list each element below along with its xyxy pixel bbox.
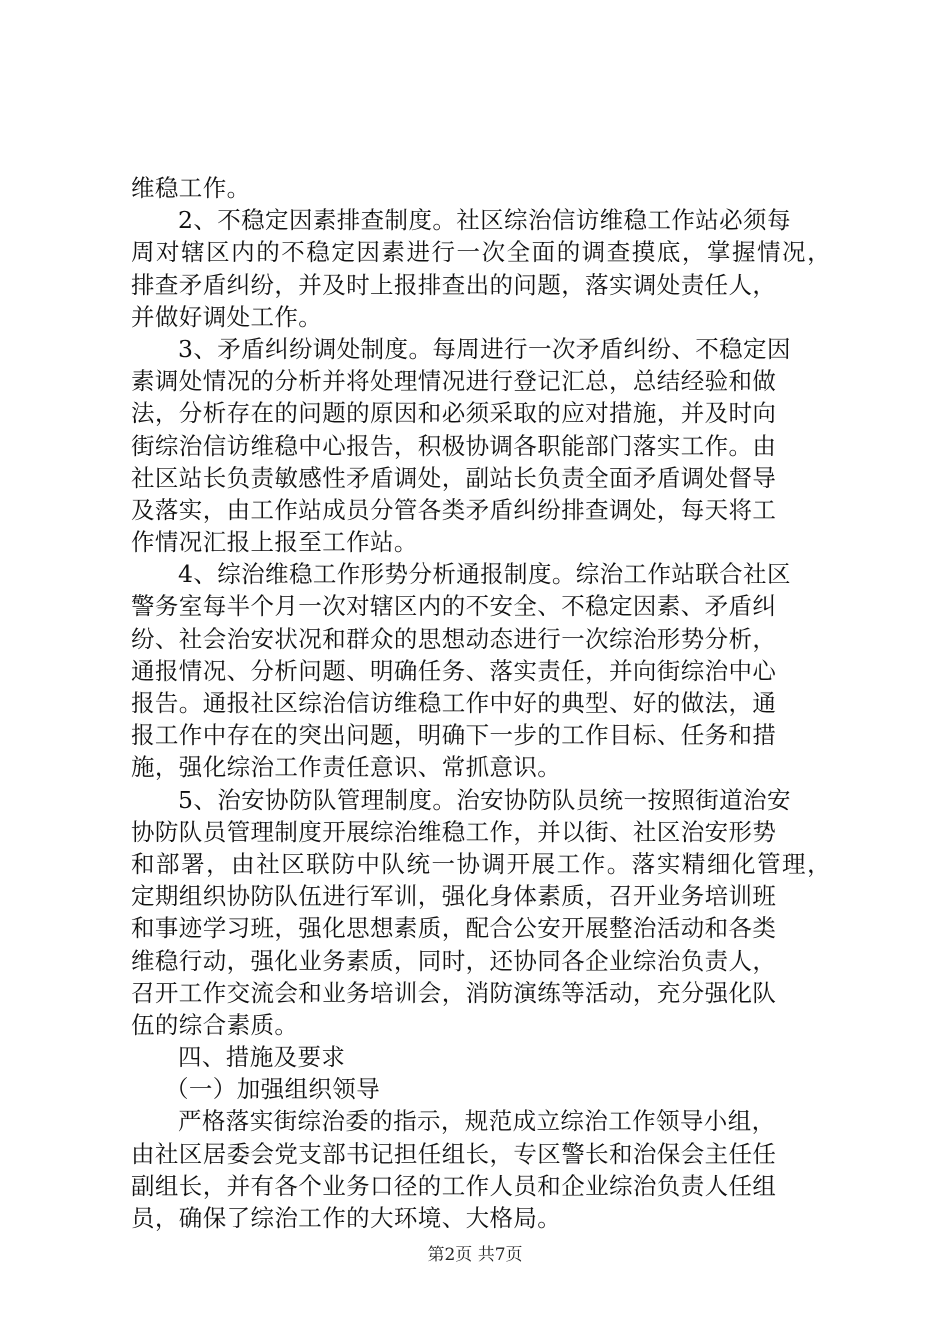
text-line: 副组长，并有各个业务口径的工作人员和企业综治负责人任组 [131,1171,777,1200]
text-line: 协防队员管理制度开展综治维稳工作，并以街、社区治安形势 [131,817,777,846]
text-line: 维稳行动，强化业务素质，同时，还协同各企业综治负责人， [131,946,777,975]
text-line: 员，确保了综治工作的大环境、大格局。 [131,1204,562,1232]
text-line: 法，分析存在的问题的原因和必须采取的应对措施，并及时向 [131,399,777,428]
document-body [131,172,831,1234]
text-line: 由社区居委会党支部书记担任组长，专区警长和治保会主任任 [131,1139,777,1168]
text-line: 通报情况、分析问题、明确任务、落实责任，并向街综治中心 [131,656,777,685]
text-line: 施，强化综治工作责任意识、常抓意识。 [131,753,562,782]
text-line: 并做好调处工作。 [131,302,323,331]
subsection-heading: （一）加强组织领导 [165,1075,381,1104]
text-line: 定期组织协防队伍进行军训，强化身体素质，召开业务培训班 [131,882,777,911]
text-line: 报工作中存在的突出问题，明确下一步的工作目标、任务和措 [131,721,777,750]
text-line: 警务室每半个月一次对辖区内的不安全、不稳定因素、矛盾纠 [131,592,777,621]
text-line: 社区站长负责敏感性矛盾调处，副站长负责全面矛盾调处督导 [131,463,777,492]
text-line: 周对辖区内的不稳定因素进行一次全面的调查摸底，掌握情况， [131,238,831,267]
section-heading: 四、措施及要求 [178,1043,346,1072]
text-line: 作情况汇报上报至工作站。 [131,528,418,557]
paragraph-first-line: 3、矛盾纠纷调处制度。每周进行一次矛盾纠纷、不稳定因 [178,334,791,363]
text-line: 和事迹学习班，强化思想素质，配合公安开展整治活动和各类 [131,914,777,943]
paragraph-first-line: 2、不稳定因素排查制度。社区综治信访维稳工作站必须每 [178,206,791,235]
text-line: 素调处情况的分析并将处理情况进行登记汇总，总结经验和做 [131,367,777,396]
text-line: 纷、社会治安状况和群众的思想动态进行一次综治形势分析， [131,624,777,653]
paragraph-first-line: 5、治安协防队管理制度。治安协防队员统一按照街道治安 [178,785,791,814]
text-line: 召开工作交流会和业务培训会，消防演练等活动，充分强化队 [131,978,777,1007]
paragraph-first-line: 4、综治维稳工作形势分析通报制度。综治工作站联合社区 [178,560,791,589]
text-line: 及落实，由工作站成员分管各类矛盾纠纷排查调处，每天将工 [131,495,777,524]
text-line: 和部署，由社区联防中队统一协调开展工作。落实精细化管理， [131,849,831,878]
text-line: 报告。通报社区综治信访维稳工作中好的典型、好的做法，通 [131,689,777,717]
text-line: 街综治信访维稳中心报告，积极协调各职能部门落实工作。由 [131,431,777,460]
text-line: 维稳工作。 [131,174,251,202]
paragraph-first-line: 严格落实街综治委的指示，规范成立综治工作领导小组， [178,1107,776,1136]
page-number-footer: 第2页 共7页 [427,1245,523,1265]
text-line: 排查矛盾纠纷，并及时上报排查出的问题，落实调处责任人， [131,270,777,299]
text-line: 伍的综合素质。 [131,1010,299,1039]
